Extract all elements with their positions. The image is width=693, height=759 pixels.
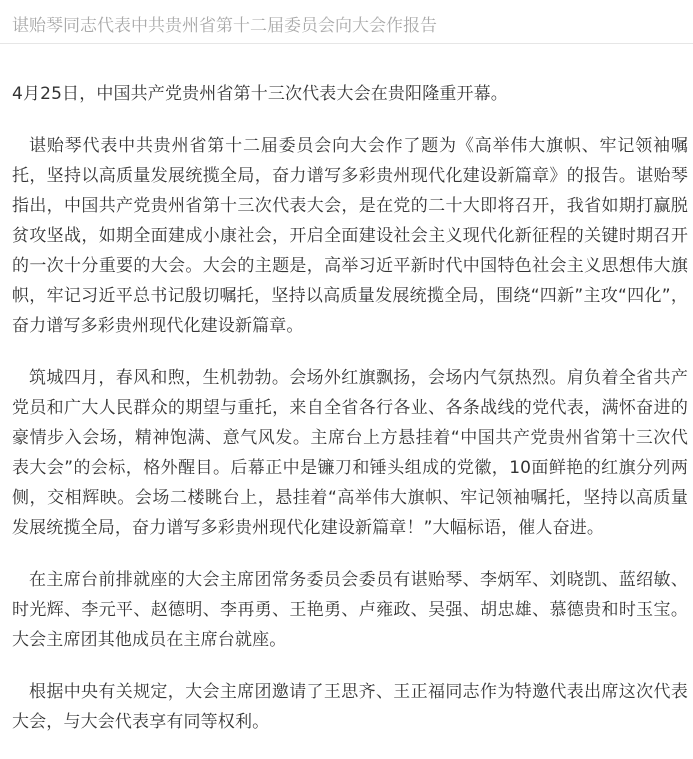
article-title: 谌贻琴同志代表中共贵州省第十二届委员会向大会作报告 (12, 16, 437, 36)
article-paragraph-date: 4月25日，中国共产党贵州省第十三次代表大会在贵阳隆重开幕。 (12, 84, 508, 104)
article-paragraph-presidium: 在主席台前排就座的大会主席团常务委员会委员有谌贻琴、李炳军、刘晓凯、蓝绍敏、时光辉、李元平、赵德明、李再勇、王艳勇、卢雍政、吴强、胡忠雄、慕德贵和时玉宝。大会主席团其他成员在主席台就座。 (12, 570, 688, 650)
article-paragraph-venue: 筑城四月，春风和煦，生机勃勃。会场外红旗飘扬，会场内气氛热烈。肩负着全省共产党员和广大人民群众的期望与重托，来自全省各行各业、各条战线的党代表，满怀奋进的豪情步入会场，精神饱满、意气风发。主席台上方悬挂着“中国共产党贵州省第十三次代表大会”的会标，格外醒目。后幕正中是镰刀和锤头组成的党徽，10面鲜艳的红旗分列两侧，交相辉映。会场二楼眺台上，悬挂着“高举伟大旗帜、牢记领袖嘱托，坚持以高质量发展统揽全局，奋力谱写多彩贵州现代化建设新篇章！”大幅标语，催人奋进。 (12, 368, 688, 538)
article-paragraph-special-delegates: 根据中央有关规定，大会主席团邀请了王思齐、王正福同志作为特邀代表出席这次代表大会，与大会代表享有同等权利。 (12, 682, 688, 732)
article-header (0, 0, 693, 44)
article-paragraph-report: 谌贻琴代表中共贵州省第十二届委员会向大会作了题为《高举伟大旗帜、牢记领袖嘱托，坚持以高质量发展统揽全局，奋力谱写多彩贵州现代化建设新篇章》的报告。谌贻琴指出，中国共产党贵州省第十三次代表大会，是在党的二十大即将召开，我省如期打赢脱贫攻坚战，如期全面建成小康社会，开启全面建设社会主义现代化新征程的关键时期召开的一次十分重要的大会。大会的主题是，高举习近平新时代中国特色社会主义思想伟大旗帜，牢记习近平总书记殷切嘱托，坚持以高质量发展统揽全局，围绕“四新”主攻“四化”，奋力谱写多彩贵州现代化建设新篇章。 (12, 136, 688, 336)
article-body (12, 79, 688, 759)
